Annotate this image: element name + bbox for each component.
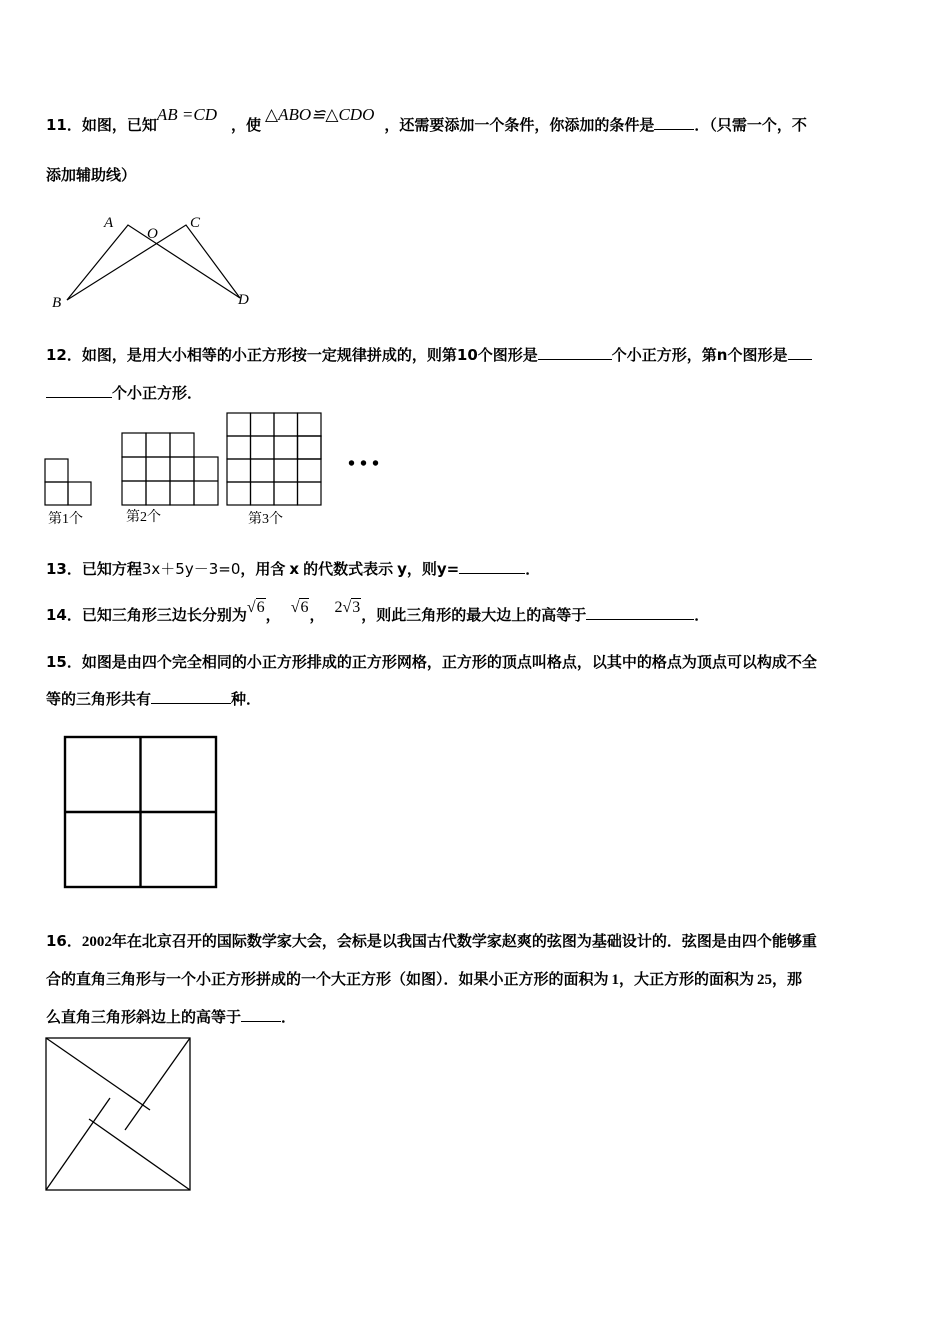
q11-text-4: ．（只需一个，不 — [694, 116, 807, 134]
q11-figure — [40, 205, 270, 320]
q16-line-1 — [46, 1038, 150, 1110]
q12-text-2: 个图形是 — [477, 346, 538, 364]
q14-text-1: 已知三角形三边长分别为 — [81, 606, 247, 624]
q11-text-3: ，还需要添加一个条件，你添加的条件是 — [384, 116, 655, 134]
q14-text-2: ，则此三角形的最大边上的高等于 — [361, 606, 587, 624]
q12-ellipsis: • • • — [348, 453, 380, 475]
q14-comma-2: ， — [309, 606, 325, 624]
q14-coef: 2 — [334, 599, 343, 616]
q16-line1 — [46, 931, 817, 952]
q15-grid-figure — [60, 733, 222, 893]
q13-answer-blank[interactable] — [459, 559, 525, 574]
q11-label-o: O — [147, 226, 158, 242]
q12-nn: n — [716, 346, 728, 364]
q15-text-1: 如图是由四个完全相同的小正方形排成的正方形网格，正方形的顶点叫格点，以其中的格点为顶点可以构成不全 — [81, 653, 817, 671]
q11-text-1: 如图，已知 — [81, 116, 157, 134]
q16-text-3: ，大正方形的面积为 — [619, 970, 755, 988]
q16-line3 — [46, 1007, 296, 1027]
q11-math-congruence: △ABO≌△CDO — [265, 105, 375, 124]
q14-answer-blank[interactable] — [586, 605, 694, 620]
q13-line — [46, 559, 540, 579]
q13-equation: 3x＋5y－3=0 — [141, 560, 241, 578]
q12-text-3: 个小正方形，第 — [611, 346, 717, 364]
q14-sqrt-6-a: √6 — [246, 599, 265, 616]
q12-figure-2 — [122, 433, 218, 505]
q16-area-small: 1 — [611, 972, 620, 988]
q13-text-1: 已知方程 — [81, 560, 142, 578]
q14-2sqrt3: 2√3 — [334, 599, 361, 616]
q14-line — [46, 599, 710, 626]
q13-text-5: ． — [525, 560, 541, 578]
q13-y: y — [397, 560, 407, 578]
q15-text-2: 等的三角形共有 — [46, 690, 152, 708]
q16-number: 16． — [46, 932, 82, 950]
q14-comma-1: ， — [265, 606, 281, 624]
q16-text-1: 年在北京召开的国际数学家大会，会标是以我国古代数学家赵爽的弦图为基础设计的．弦图是由四个能够重 — [111, 932, 817, 950]
q12-line1 — [46, 345, 812, 365]
q11-text-5: 添加辅助线） — [46, 166, 137, 184]
q14-sqrt-6-b: √6 — [290, 599, 309, 616]
q15-text-3: 种． — [231, 690, 262, 708]
q16-line-3 — [89, 1119, 190, 1190]
q16-text-4: ，那 — [772, 970, 803, 988]
q11-line2 — [46, 165, 136, 185]
q11-label-a: A — [104, 215, 114, 231]
q13-y-equals: y= — [436, 560, 460, 578]
q12-caption-1: 第1个 — [48, 512, 83, 527]
q12-answer-blank-2a[interactable] — [788, 345, 812, 360]
q12-text-4: 个图形是 — [727, 346, 788, 364]
q11-label-c: C — [190, 215, 201, 231]
q12-text-1: 如图，是用大小相等的小正方形按一定规律拼成的，则第 — [81, 346, 457, 364]
q16-area-large: 25 — [757, 972, 773, 988]
q16-year: 2002 — [81, 934, 112, 950]
q13-text-2: ，用含 — [240, 560, 286, 578]
q13-text-4: ，则 — [406, 560, 437, 578]
q15-line1 — [46, 652, 817, 672]
q13-x: x — [289, 560, 300, 578]
q12-text-5: 个小正方形． — [112, 384, 203, 402]
q14-radicand-2: 6 — [300, 599, 309, 616]
q11-label-b: B — [52, 295, 62, 311]
q14-radicand-3: 3 — [352, 599, 361, 616]
q16-text-5: 么直角三角形斜边上的高等于 — [46, 1008, 242, 1026]
q14-text-3: ． — [694, 606, 710, 624]
q16-line-4 — [46, 1098, 110, 1190]
q13-text-3: 的代数式表示 — [303, 560, 394, 578]
q14-number: 14． — [46, 606, 82, 624]
q11-label-d: D — [238, 292, 249, 308]
q11-number: 11． — [46, 116, 82, 134]
q12-figure-1 — [45, 459, 91, 505]
q12-figure-3-extra — [298, 436, 322, 459]
q14-radicand-1: 6 — [256, 599, 265, 616]
q11-math-ab-cd: AB =CD — [156, 105, 217, 124]
q12-caption-2: 第2个 — [126, 510, 161, 525]
q13-number: 13． — [46, 560, 82, 578]
q12-n10: 10 — [456, 346, 478, 364]
q12-figure — [40, 405, 420, 530]
q16-large-square — [46, 1038, 190, 1190]
q11-line1 — [46, 105, 807, 135]
q15-answer-blank[interactable] — [151, 689, 231, 704]
q16-text-6: ． — [281, 1008, 297, 1026]
q12-number: 12． — [46, 346, 82, 364]
q11-text-2: ，使 — [231, 116, 262, 134]
q16-line2 — [46, 969, 802, 990]
q12-line2 — [46, 383, 202, 403]
q11-answer-blank[interactable] — [654, 115, 694, 130]
q16-answer-blank[interactable] — [241, 1007, 281, 1022]
q12-caption-3: 第3个 — [248, 512, 283, 527]
q16-string-figure — [40, 1032, 200, 1197]
q12-answer-blank-2b[interactable] — [46, 383, 112, 398]
q12-answer-blank-1[interactable] — [538, 345, 612, 360]
q15-number: 15． — [46, 653, 82, 671]
q16-text-2: 合的直角三角形与一个小正方形拼成的一个大正方形（如图）．如果小正方形的面积为 — [46, 970, 609, 988]
q16-line-2 — [125, 1038, 190, 1130]
q15-line2 — [46, 689, 261, 709]
